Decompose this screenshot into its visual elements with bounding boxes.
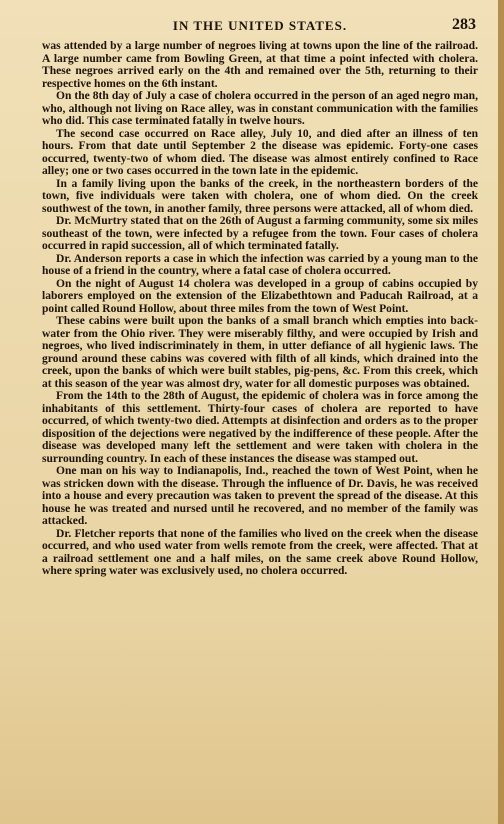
paragraph-anderson: Dr. Anderson reports a case in which the infection was carried by a young man to the house of a friend in the country, where a fatal case of cholera occurred. (42, 252, 478, 277)
running-title: IN THE UNITED STATES. (172, 18, 348, 33)
paragraph-mcmurtry: Dr. McMurtry stated that on the 26th of August a farming community, some six miles southeast of the town, were infected by a refugee from the town. Four cases of cholera occurred in rapid succession, all of which terminated fatally. (42, 215, 478, 252)
paragraph-second-case: The second case occurred on Race alley, July 10, and died after an illness of ten hours. From that date until September 2 the disease was epidemic. Forty-one cases occurred, twenty-two of whom died. The disease was almost entirely confined to Race alley; one or two cases occurred in the town late in the epidemic. (42, 127, 478, 177)
paragraph-creek-family: In a family living upon the banks of the creek, in the northeastern borders of the town, five individuals were taken with cholera, one of whom died. On the creek southwest of the town, in another family, three persons were attacked, all of whom died. (42, 177, 478, 215)
paragraph-first-case: On the 8th day of July a case of cholera occurred in the person of an aged negro man, who, although not living on Race alley, was in constant communication with the families who did. This case terminated fatally in twelve hours. (42, 90, 478, 127)
paragraph-continued: was attended by a large number of negroes living at towns upon the line of the railroad. A large number came from Bowling Green, at that time a point infected with cholera. These negroes arrived early on the 4th and remained over the 5th, returning to their respective homes on the 6th instant. (42, 40, 478, 90)
running-header (42, 18, 478, 40)
paragraph-fletcher: Dr. Fletcher reports that none of the families who lived on the creek when the disease occurred, and who used water from wells remote from the creek, were affected. That at a railroad settlement one and a half miles, on the same creek above Round Hollow, where spring water was exclusively used, no cholera occurred. (42, 527, 478, 577)
paragraph-indianapolis: One man on his way to Indianapolis, Ind., reached the town of West Point, when he was stricken down with the disease. Through the influence of Dr. Davis, he was received into a house and every precaution was taken to prevent the spread of the disease. At this house he was treated and nursed until he recovered, and no member of the family was attacked. (42, 465, 478, 527)
paragraph-epidemic-force: From the 14th to the 28th of August, the epidemic of cholera was in force among the inhabitants of this settlement. Thirty-four cases of cholera are reported to have occurred, of which twenty-two died. Attempts at disinfection and orders as to the proper disposition of the dejections were negatived by the indifference of these people. After the disease was developed many left the settlement and were taken with cholera in the surrounding country. In each of these instances the disease was stamped out. (42, 390, 478, 465)
page-number: 283 (452, 16, 476, 33)
paragraph-cabins: These cabins were built upon the banks of a small branch which empties into back-water from the Ohio river. They were miserably filthy, and were occupied by Irish and negroes, who lived indiscriminately in them, in utter defiance of all hygienic laws. The ground around these cabins was covered with filth of all kinds, which drained into the creek, upon the banks of which were built stables, pig-pens, &c. From this creek, which at this season of the year was almost dry, water for all domestic purposes was obtained. (42, 315, 478, 390)
paragraph-round-hollow: On the night of August 14 cholera was developed in a group of cabins occupied by laborers employed on the extension of the Elizabethtown and Paducah Railroad, at a point called Round Hollow, about three miles from the town of West Point. (42, 277, 478, 315)
page-body (42, 40, 478, 578)
